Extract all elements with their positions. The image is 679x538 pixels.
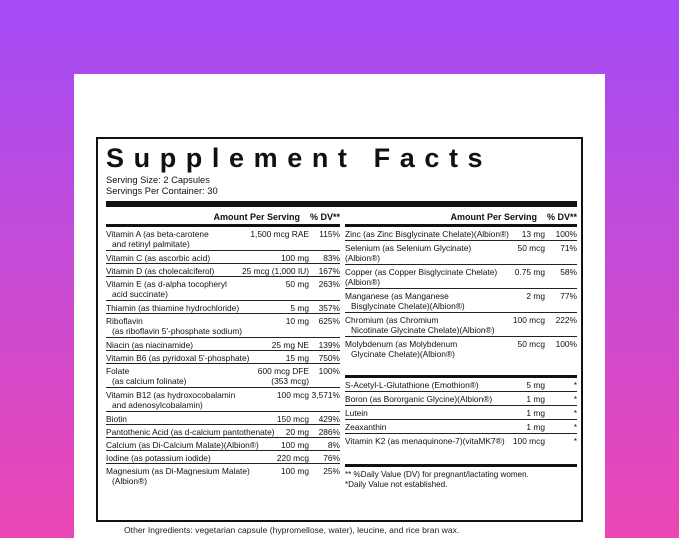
- ingredient-name: Vitamin K2 (as menaquinone-7)(vitaMK7®): [345, 436, 505, 446]
- ingredient-dv: *: [573, 408, 577, 418]
- nutrient-dv: 167%: [318, 266, 340, 276]
- nutrient-amount: [290, 303, 309, 313]
- nutrient-row: [106, 364, 340, 388]
- nutrient-amount: [281, 440, 309, 450]
- nutrient-row: [106, 451, 340, 464]
- right-header: [345, 210, 577, 227]
- left-header: [106, 210, 340, 227]
- nutrient-name: [106, 316, 242, 336]
- amount-line: (353 mcg): [271, 376, 309, 386]
- nutrient-name-line: Folate: [106, 366, 130, 376]
- nutrient-amount: 100 mcg: [512, 315, 545, 325]
- nutrient-row: [106, 412, 340, 425]
- nutrient-name: [345, 315, 495, 335]
- nutrient-name-line: Vitamin E (as d-alpha tocopheryl: [106, 279, 227, 289]
- nutrient-name-line: Vitamin D (as cholecalciferol): [106, 266, 215, 276]
- other-ingredients: Other Ingredients: vegetarian capsule (hypromellose, water), leucine, and rice bran wax.: [124, 525, 460, 535]
- nutrient-name: [345, 243, 471, 263]
- nutrient-name-line: Pantothenic Acid (as d-calcium pantothenate): [106, 427, 275, 437]
- ingredient-amount: 1 mg: [526, 422, 545, 432]
- nutrient-dv: 625%: [318, 316, 340, 326]
- nutrient-dv: 71%: [560, 243, 577, 253]
- amount-line: 5 mg: [290, 303, 309, 313]
- nutrient-name-line: Iodine (as potassium iodide): [106, 453, 211, 463]
- nutrient-name-line: Selenium (as Selenium Glycinate): [345, 243, 472, 253]
- nutrient-name-line: (Albion®): [112, 476, 148, 486]
- nutrient-amount: 13 mg: [521, 229, 545, 239]
- nutrient-dv: 76%: [323, 453, 340, 463]
- nutrient-row: [106, 264, 340, 277]
- ingredient-name: Zeaxanthin: [345, 422, 387, 432]
- nutrient-name-line: and retinyl palmitate): [112, 239, 190, 249]
- nutrient-dv: 8%: [327, 440, 340, 450]
- nutrient-name-line: Manganese (as Manganese: [345, 291, 449, 301]
- ingredient-amount: 100 mcg: [512, 436, 545, 446]
- ingredient-amount: 5 mg: [526, 380, 545, 390]
- amount-line: 10 mg: [285, 316, 309, 326]
- ingredient-row: [345, 434, 577, 448]
- nutrient-name: [106, 303, 239, 313]
- nutrient-name-line: (Albion®): [345, 253, 381, 263]
- ingredient-amount: 1 mg: [526, 408, 545, 418]
- nutrient-name: [345, 267, 497, 287]
- nutrient-amount: [286, 279, 309, 289]
- nutrient-row: [106, 425, 340, 438]
- nutrient-name: [106, 453, 211, 463]
- nutrient-name-line: Vitamin C (as ascorbic acid): [106, 253, 211, 263]
- right-column: [345, 210, 577, 448]
- nutrient-row: [106, 351, 340, 364]
- nutrient-amount: [258, 366, 309, 386]
- nutrient-name: [106, 340, 193, 350]
- panel-title: Supplement Facts: [106, 143, 493, 173]
- left-rows: [106, 227, 340, 488]
- nutrient-amount: 50 mcg: [517, 339, 545, 349]
- amount-line: 20 mg: [285, 427, 309, 437]
- nutrient-dv: 3,571%: [311, 390, 340, 400]
- amount-line: 150 mcg: [276, 414, 309, 424]
- nutrient-name: [106, 414, 127, 424]
- nutrient-amount: [242, 266, 309, 276]
- nutrient-name-line: (Albion®): [345, 277, 381, 287]
- ingredient-dv: *: [573, 380, 577, 390]
- nutrient-dv: 77%: [560, 291, 577, 301]
- amount-line: 600 mcg DFE: [257, 366, 309, 376]
- nutrient-row: [345, 289, 577, 313]
- dv-header: % DV**: [546, 212, 577, 222]
- nutrient-name: [106, 466, 250, 486]
- nutrient-name-line: Calcium (as Di-Calcium Malate)(Albion®): [106, 440, 259, 450]
- nutrient-amount: 0.75 mg: [514, 267, 545, 277]
- nutrient-amount: [277, 453, 309, 463]
- nutrient-name-line: Biotin: [106, 414, 127, 424]
- dv-header: % DV**: [309, 212, 340, 222]
- nutrient-dv: 750%: [318, 353, 340, 363]
- nutrient-row: [106, 314, 340, 338]
- nutrient-name-line: acid succinate): [112, 289, 168, 299]
- nutrient-name: [106, 266, 214, 276]
- amount-line: 1,500 mcg RAE: [250, 229, 309, 239]
- amount-line: 25 mg NE: [271, 340, 309, 350]
- amount-header: Amount Per Serving: [213, 212, 300, 222]
- nutrient-name: [106, 366, 186, 386]
- nutrient-amount: [281, 253, 309, 263]
- serving-size: Serving Size: 2 Capsules: [106, 175, 210, 185]
- right-rows-secondary: [345, 375, 577, 448]
- nutrient-name-line: Vitamin B12 (as hydroxocobalamin: [106, 390, 236, 400]
- amount-line: 100 mg: [281, 253, 309, 263]
- left-column: [106, 210, 340, 488]
- nutrient-name: [106, 427, 275, 437]
- amount-line: 100 mg: [281, 440, 309, 450]
- nutrient-name: [106, 440, 259, 450]
- nutrient-name-line: Molybdenum (as Molybdenum: [345, 339, 458, 349]
- supplement-facts-panel: [96, 137, 583, 522]
- ingredient-name: Boron (as Bororganic Glycine)(Albion®): [345, 394, 493, 404]
- nutrient-amount: [286, 316, 309, 326]
- nutrient-name-line: Riboflavin: [106, 316, 143, 326]
- nutrient-dv: 58%: [560, 267, 577, 277]
- nutrient-dv: 83%: [323, 253, 340, 263]
- nutrient-name-line: Magnesium (as Di-Magnesium Malate): [106, 466, 250, 476]
- ingredient-row: [345, 420, 577, 434]
- nutrient-dv: 100%: [555, 339, 577, 349]
- servings-per-container: Servings Per Container: 30: [106, 186, 218, 196]
- nutrient-dv: 286%: [318, 427, 340, 437]
- nutrient-name: [106, 279, 227, 299]
- nutrient-row: [345, 265, 577, 289]
- nutrient-name-line: Vitamin A (as beta-carotene: [106, 229, 209, 239]
- nutrient-name-line: (as calcium folinate): [112, 376, 187, 386]
- nutrient-name: [106, 253, 210, 263]
- nutrient-row: [106, 301, 340, 314]
- nutrient-name-line: Thiamin (as thiamine hydrochloride): [106, 303, 240, 313]
- nutrient-name: [106, 390, 235, 410]
- nutrient-name-line: Niacin (as niacinamide): [106, 340, 194, 350]
- nutrient-row: [345, 313, 577, 337]
- nutrient-amount: [277, 414, 309, 424]
- ingredient-amount: 1 mg: [526, 394, 545, 404]
- nutrient-row: [106, 464, 340, 488]
- nutrient-name-line: Glycinate Chelate)(Albion®): [351, 349, 455, 359]
- nutrient-name: [106, 353, 249, 363]
- nutrient-dv: 25%: [323, 466, 340, 476]
- nutrient-amount: 2 mg: [526, 291, 545, 301]
- nutrient-row: [106, 227, 340, 251]
- nutrient-name: [345, 291, 465, 311]
- spacer: [345, 363, 577, 375]
- nutrient-name-line: Nicotinate Glycinate Chelate)(Albion®): [351, 325, 495, 335]
- amount-line: 15 mg: [285, 353, 309, 363]
- nutrient-dv: 100%: [318, 366, 340, 376]
- footnotes: [345, 464, 577, 490]
- ingredient-dv: *: [573, 394, 577, 404]
- nutrient-name-line: Vitamin B6 (as pyridoxal 5'-phosphate): [106, 353, 250, 363]
- nutrient-amount: [250, 229, 309, 239]
- nutrient-dv: 115%: [319, 229, 340, 239]
- nutrient-row: [106, 438, 340, 451]
- nutrient-amount: [286, 353, 309, 363]
- nutrient-dv: 100%: [555, 229, 577, 239]
- ingredient-row: [345, 392, 577, 406]
- nutrient-dv: 429%: [318, 414, 340, 424]
- nutrient-dv: 357%: [318, 303, 340, 313]
- nutrient-amount: [277, 390, 309, 400]
- nutrient-row: [106, 388, 340, 412]
- amount-line: 100 mg: [281, 466, 309, 476]
- right-rows: [345, 227, 577, 375]
- nutrient-row: [345, 227, 577, 241]
- nutrient-name-line: Zinc (as Zinc Bisglycinate Chelate)(Albion®): [345, 229, 509, 239]
- nutrient-amount: 50 mcg: [517, 243, 545, 253]
- nutrient-row: [106, 277, 340, 301]
- nutrient-name-line: Chromium (as Chromium: [345, 315, 439, 325]
- amount-line: 220 mcg: [276, 453, 309, 463]
- nutrient-name: [345, 339, 457, 359]
- nutrient-row: [345, 241, 577, 265]
- nutrient-dv: 222%: [555, 315, 577, 325]
- nutrient-name: [345, 229, 509, 239]
- nutrient-name-line: Bisglycinate Chelate)(Albion®): [351, 301, 465, 311]
- amount-line: 25 mcg (1,000 IU): [241, 266, 309, 276]
- nutrient-row: [345, 337, 577, 363]
- nutrient-name: [106, 229, 209, 249]
- amount-line: 50 mg: [285, 279, 309, 289]
- nutrient-amount: [281, 466, 309, 476]
- ingredient-row: [345, 406, 577, 420]
- nutrient-name-line: Copper (as Copper Bisglycinate Chelate): [345, 267, 498, 277]
- nutrient-name-line: and adenosylcobalamin): [112, 400, 203, 410]
- nutrient-dv: 263%: [318, 279, 340, 289]
- ingredient-name: Lutein: [345, 408, 368, 418]
- nutrient-name-line: (as riboflavin 5'-phosphate sodium): [112, 326, 243, 336]
- nutrient-row: [106, 338, 340, 351]
- ingredient-name: S-Acetyl-L-Glutathione (Emothion®): [345, 380, 479, 390]
- amount-header: Amount Per Serving: [450, 212, 537, 222]
- nutrient-row: [106, 251, 340, 264]
- nutrient-dv: 139%: [318, 340, 340, 350]
- ingredient-dv: *: [573, 422, 577, 432]
- amount-line: 100 mcg: [276, 390, 309, 400]
- nutrient-amount: [272, 340, 309, 350]
- footnote-not-established: *Daily Value not established.: [345, 480, 448, 489]
- footnote-dv: ** %Daily Value (DV) for pregnant/lactating women.: [345, 470, 529, 479]
- thick-divider: [106, 201, 577, 207]
- ingredient-row: [345, 378, 577, 392]
- ingredient-dv: *: [573, 436, 577, 446]
- nutrient-amount: [286, 427, 309, 437]
